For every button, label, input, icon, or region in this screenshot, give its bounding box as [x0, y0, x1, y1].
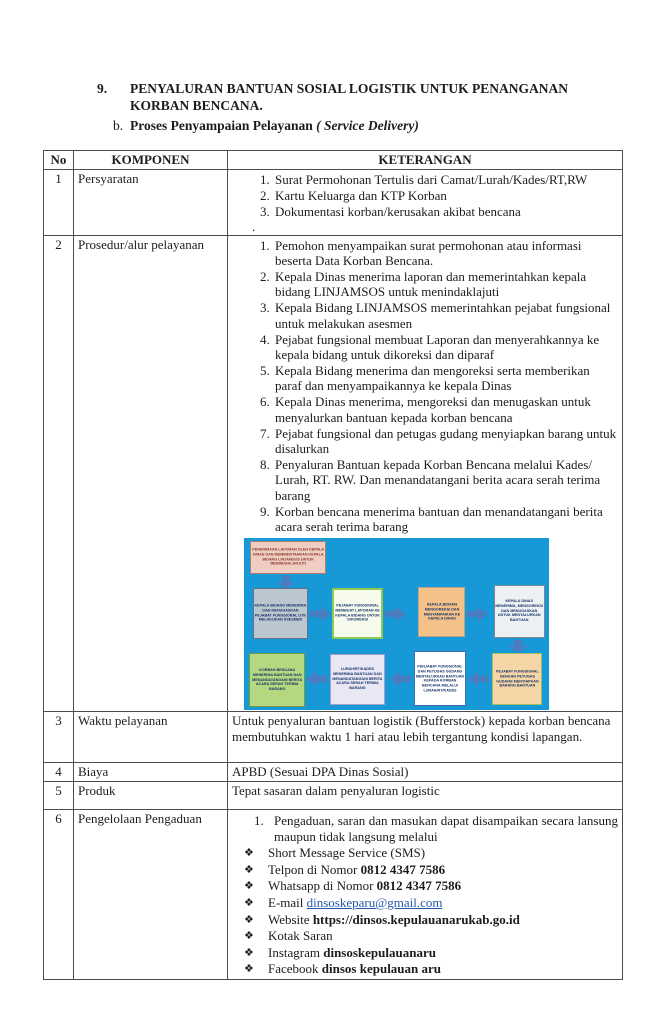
flowchart-box-kepala-bidang-mengoreksi: KEPALA BIDANG MENGOREKSI DAN MENYAMPAIKAN KE KEPALA DINAS	[418, 587, 465, 637]
diamond-bullet-icon: ❖	[244, 930, 254, 943]
list-item: 5. Kepala Bidang menerima dan mengoreksi serta memberikan paraf dan menyampaikannya ke kepala Dinas	[273, 363, 618, 394]
channel-facebook: ❖ Facebook dinsos kepulauan aru	[244, 961, 442, 977]
channel-whatsapp: ❖ Whatsapp di Nomor 0812 4347 7586	[244, 878, 462, 894]
flow-arrow-left-icon	[468, 671, 489, 686]
row6-no: 6	[44, 810, 74, 980]
flowchart-box-korban-menerima: KORBAN BENCANA MENERIMA BANTUAN DAN MENANDATANGANI BERITA ACARA SERAH TERIMA BARANG	[249, 653, 305, 707]
row3-no: 3	[44, 712, 74, 763]
list-item: 3. Dokumentasi korban/kerusakan akibat bencana	[273, 204, 618, 219]
whatsapp-number: 0812 4347 7586	[376, 878, 462, 894]
row1-komponen: Persyaratan	[74, 170, 228, 236]
row4-no: 4	[44, 763, 74, 782]
section-title-line2: KORBAN BENCANA.	[130, 98, 263, 113]
diamond-bullet-icon: ❖	[244, 880, 254, 893]
list-item: 8. Penyaluran Bantuan kepada Korban Bencana melalui Kades/ Lurah, RT. RW. Dan menandatangani berita acara serah terima barang	[273, 457, 618, 503]
flow-arrow-left-icon	[390, 671, 411, 686]
row2-keterangan	[228, 235, 623, 712]
list-item: 1. Pemohon menyampaikan surat permohonan atau informasi beserta Data Korban Bencana.	[273, 238, 618, 269]
section-number: 9.	[97, 81, 108, 96]
list-item: 9. Korban bencana menerima bantuan dan menandatangani berita acara serah terima barang	[273, 504, 618, 535]
row3-komponen: Waktu pelayanan	[74, 712, 228, 763]
table-row-prosedur	[44, 235, 623, 712]
flow-arrow-right-icon	[385, 606, 406, 621]
row1-no: 1	[44, 170, 74, 236]
table-row-biaya	[44, 763, 623, 782]
flow-arrow-right-icon	[310, 606, 331, 621]
stray-period: .	[252, 218, 256, 234]
list-item: 6. Kepala Dinas menerima, mengoreksi dan menugaskan untuk menyalurkan bantuan kepada korban bencana	[273, 394, 618, 425]
facebook-handle: dinsos kepulauan aru	[321, 961, 442, 977]
row4-komponen: Biaya	[74, 763, 228, 782]
channel-instagram: ❖ Instagram dinsoskepulauanaru	[244, 944, 436, 960]
pengaduan-intro: 1. Pengaduan, saran dan masukan dapat disampaikan secara lansung maupun tidak langsung melalui	[254, 813, 618, 844]
table-row-produk	[44, 782, 623, 810]
prosedur-list	[232, 238, 618, 535]
channel-kotak-saran: ❖ Kotak Saran	[244, 928, 333, 944]
subsection-title: Proses Penyampaian Pelayanan ( Service Delivery)	[130, 118, 419, 133]
subsection-letter: b.	[113, 118, 124, 133]
subsection-heading	[113, 117, 627, 134]
row6-komponen: Pengelolaan Pengaduan	[74, 810, 228, 980]
phone-number: 0812 4347 7586	[360, 861, 446, 877]
section-title	[130, 80, 627, 114]
flowchart-box-menyiapkan-barang: PEJABAT FUNGSIONAL DENGAN PETUGAS GUDANG MENYIAPKAN BARANG BANTUAN	[492, 653, 542, 705]
flowchart-box-lurah-menerima: LURAH/RT/KADES MENERIMA BANTUAN DAN MENANDATANGANI BERITA ACARA SERAH TERIMA BARANG	[330, 654, 385, 705]
diamond-bullet-icon: ❖	[244, 913, 254, 926]
list-item: 2. Kartu Keluarga dan KTP Korban	[273, 188, 618, 203]
diamond-bullet-icon: ❖	[244, 963, 254, 976]
persyaratan-list	[232, 172, 618, 219]
channel-email: ❖ E-mail dinsoskeparu@gmail.com	[244, 895, 443, 911]
service-delivery-table	[43, 150, 623, 980]
row5-no: 5	[44, 782, 74, 810]
flowchart-box-pejabat-membuat-laporan: PEJABAT FUNGSIONAL MEMBUAT LAPORAN KE KEPALA BIDANG UNTUK DIKOREKSI	[332, 588, 383, 639]
row2-no: 2	[44, 235, 74, 712]
row5-keterangan: Tepat sasaran dalam penyaluran logistic	[228, 782, 623, 810]
section-title-line1: PENYALURAN BANTUAN SOSIAL LOGISTIK UNTUK PENANGANAN	[130, 81, 568, 96]
flowchart-box-kepala-bidang-menugaskan: KEPALA BIDANG MENERIMA DAN MENUGASKAN PEJABAT FUNGSIONAL UTK MELAKUKAN ASESMEN	[253, 588, 308, 639]
diamond-bullet-icon: ❖	[244, 847, 254, 860]
col-header-keterangan: KETERANGAN	[228, 151, 623, 170]
flow-arrow-down-icon	[508, 639, 528, 652]
table-row-pengaduan	[44, 810, 623, 980]
flow-arrow-left-icon	[306, 671, 327, 686]
flowchart-box-kepala-dinas-menugaskan: KEPALA DINAS MENERIMA, MENGOREKSI DAN MENUGASKAN UNTUK MENYALURKAN BANTUAN	[494, 585, 545, 638]
email-link[interactable]: dinsoskeparu@gmail.com	[306, 895, 443, 911]
instagram-handle: dinsoskepulauanaru	[323, 944, 436, 960]
subsection-title-italic: ( Service Delivery)	[316, 118, 419, 133]
website-url: https://dinsos.kepulauanarukab.go.id	[312, 911, 520, 927]
list-item: 2. Kepala Dinas menerima laporan dan memerintahkan kepala bidang LINJAMSOS untuk menindaklajuti	[273, 269, 618, 300]
col-header-komponen: KOMPONEN	[74, 151, 228, 170]
row2-komponen: Prosedur/alur pelayanan	[74, 235, 228, 712]
flow-arrow-right-icon	[467, 606, 488, 621]
row1-keterangan	[228, 170, 623, 236]
procedure-flowchart-image	[244, 538, 549, 710]
list-item: 7. Pejabat fungsional dan petugas gudang menyiapkan barang untuk disalurkan	[273, 426, 618, 457]
list-item: 4. Pejabat fungsional membuat Laporan dan menyerahkannya ke kepala bidang untuk dikoreksi dan diparaf	[273, 332, 618, 363]
flow-arrow-down-icon	[276, 575, 296, 588]
col-header-no: No	[44, 151, 74, 170]
channel-sms: ❖ Short Message Service (SMS)	[244, 845, 426, 861]
diamond-bullet-icon: ❖	[244, 897, 254, 910]
table-row-waktu	[44, 712, 623, 763]
flowchart-box-menyalurkan-bantuan: PENJABAT FUNGSIONAL DAN PETUGAS GUDANG MENYALURKAN BANTUAN KEPADA KORBAN BENCANA MELALUI LURAH/RT/KADES	[414, 651, 466, 706]
row6-keterangan	[228, 810, 623, 980]
item-number: 1.	[254, 813, 264, 829]
diamond-bullet-icon: ❖	[244, 946, 254, 959]
list-item: 1. Surat Permohonan Tertulis dari Camat/Lurah/Kades/RT,RW	[273, 172, 618, 187]
row5-komponen: Produk	[74, 782, 228, 810]
table-row-persyaratan	[44, 170, 623, 236]
pengaduan-channel-list	[244, 845, 618, 978]
row4-keterangan: APBD (Sesuai DPA Dinas Sosial)	[228, 763, 623, 782]
table-header-row	[44, 151, 623, 170]
channel-website: ❖ Website https://dinsos.kepulauanarukab.go.id	[244, 911, 520, 927]
diamond-bullet-icon: ❖	[244, 863, 254, 876]
channel-telpon: ❖ Telpon di Nomor 0812 4347 7586	[244, 861, 446, 877]
list-item: 3. Kepala Bidang LINJAMSOS memerintahkan pejabat fungsional untuk melakukan asesmen	[273, 300, 618, 331]
section-heading	[97, 80, 627, 134]
flowchart-box-penerimaan-laporan: PENERIMAAN LAPORAN OLEH KEPALA DINAS DAN MEMERINTAHKAN KEPALA BIDANG LINJAMSOS UNTUK MENINDAKLANJUTI	[250, 541, 326, 574]
row3-keterangan: Untuk penyaluran bantuan logistik (Bufferstock) kepada korban bencana membutuhkan waktu 1 hari atau lebih tergantung kondisi lapangan.	[228, 712, 623, 763]
